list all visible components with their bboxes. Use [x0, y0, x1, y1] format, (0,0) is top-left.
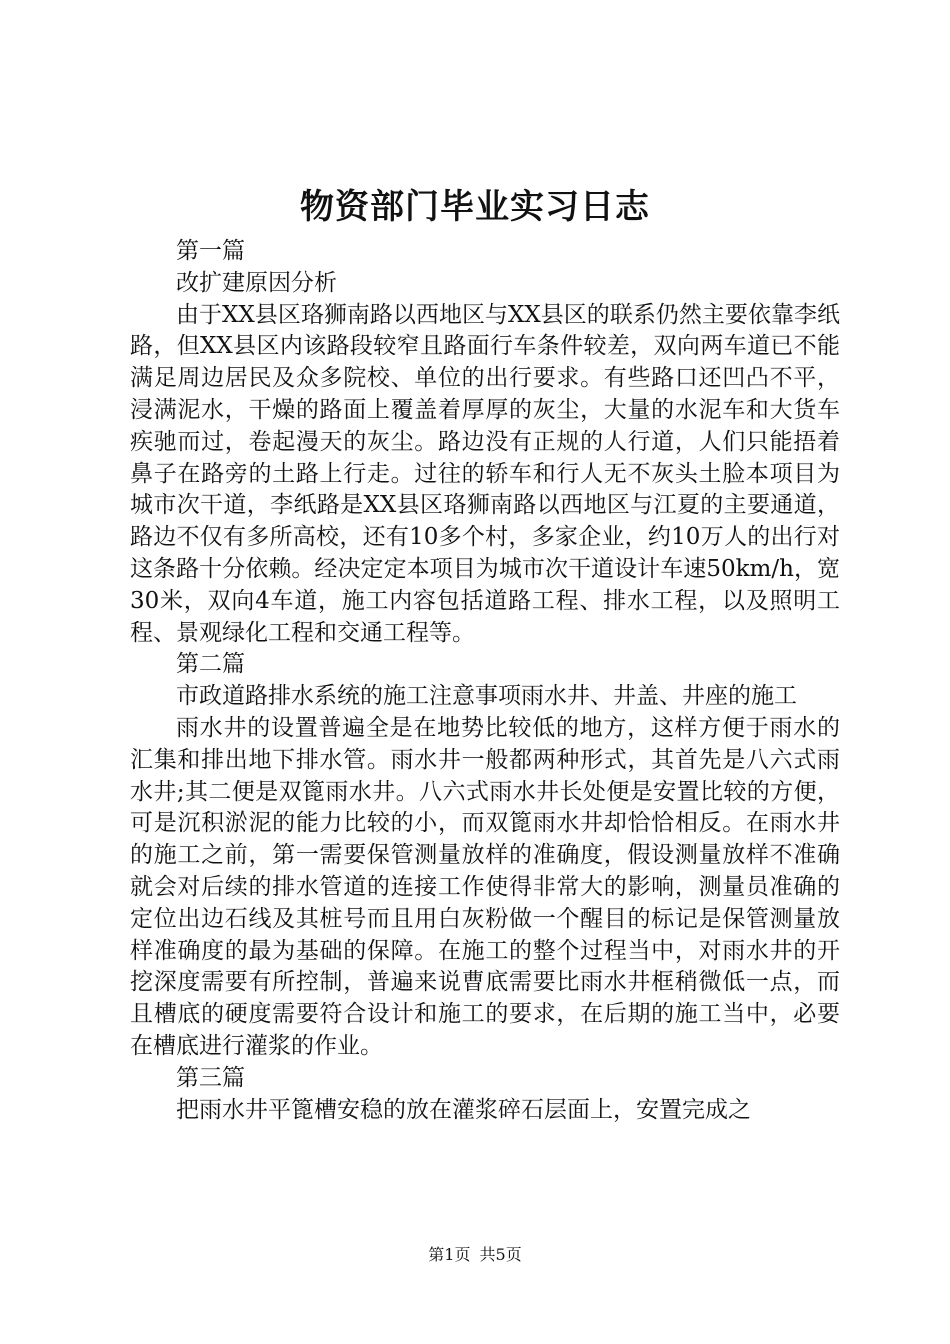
- document-body: [130, 236, 840, 1126]
- section-heading-1: 第一篇: [176, 238, 245, 264]
- page-footer: [0, 1244, 950, 1266]
- section-heading-2: 第二篇: [176, 651, 245, 678]
- page-total: 共5页: [479, 1245, 522, 1264]
- subheading-1: 改扩建原因分析: [176, 269, 337, 296]
- section-heading-3: 第三篇: [176, 1064, 245, 1091]
- page-number: 第1页: [428, 1245, 471, 1264]
- subheading-2: 市政道路排水系统的施工注意事项雨水井、井盖、井座的施工: [176, 683, 797, 710]
- page-title: 物资部门毕业实习日志: [300, 187, 650, 227]
- paragraph: 由于XX县区珞狮南路以西地区与XX县区的联系仍然主要依靠李纸路，但XX县区内该路段较窄且路面行车条件较差，双向两车道已不能满足周边居民及众多院校、单位的出行要求。有些路口还凹凸不平，浸满泥水，干燥的路面上覆盖着厚厚的灰尘，大量的水泥车和大货车疾驰而过，卷起漫天的灰尘。路边没有正规的人行道，人们只能捂着鼻子在路旁的土路上行走。过往的轿车和行人无不灰头土脸本项目为城市次干道，李纸路是XX县区珞狮南路以西地区与江夏的主要通道，路边不仅有多所高校，还有10多个村，多家企业，约10万人的出行对这条路十分依赖。经决定定本项目为城市次干道设计车速50km/h，宽30米，双向4车道，施工内容包括道路工程、排水工程，以及照明工程、景观绿化工程和交通工程等。: [130, 301, 840, 646]
- paragraph: 雨水井的设置普遍全是在地势比较低的地方，这样方便于雨水的汇集和排出地下排水管。雨水井一般都两种形式，其首先是八六式雨水井;其二便是双篦雨水井。八六式雨水井长处便是安置比较的方便，可是沉积淤泥的能力比较的小，而双篦雨水井却恰恰相反。在雨水井的施工之前，第一需要保管测量放样的准确度，假设测量放样不准确就会对后续的排水管道的连接工作使得非常大的影响，测量员准确的定位出边石线及其桩号而且用白灰粉做一个醒目的标记是保管测量放样准确度的最为基础的保障。在施工的整个过程当中，对雨水井的开挖深度需要有所控制，普遍来说曹底需要比雨水井框稍微低一点，而且槽底的硬度需要符合设计和施工的要求，在后期的施工当中，必要在槽底进行灌浆的作业。: [130, 714, 840, 1059]
- paragraph: 把雨水井平篦槽安稳的放在灌浆碎石层面上，安置完成之: [176, 1096, 751, 1123]
